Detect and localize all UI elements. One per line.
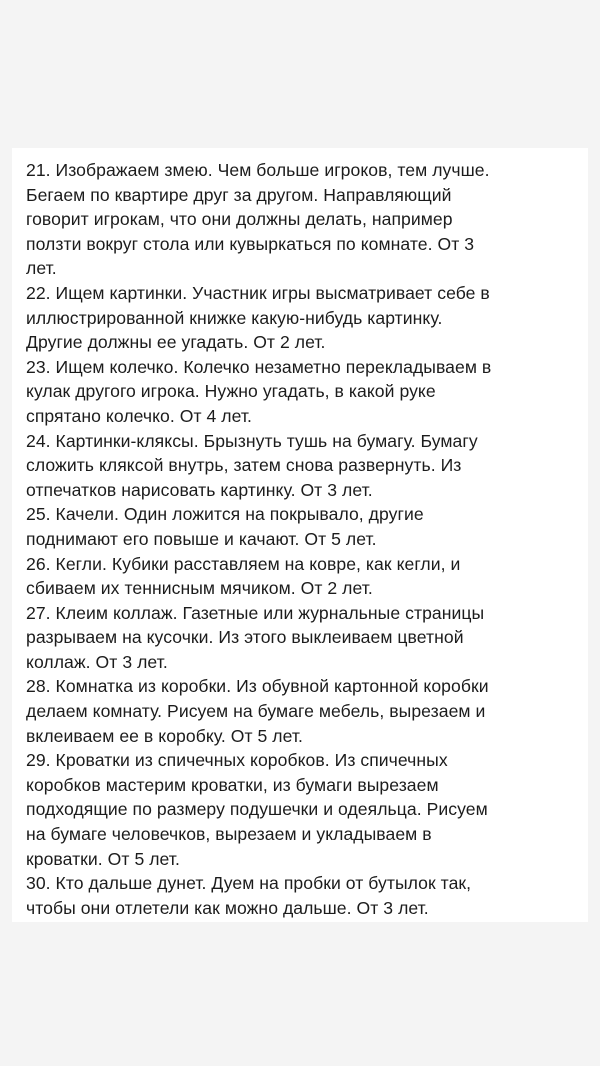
text-line: Другие должны ее угадать. От 2 лет. bbox=[26, 332, 326, 353]
text-line: иллюстрированной книжке какую-нибудь картинку. bbox=[26, 307, 443, 328]
text-line: 21. Изображаем змею. Чем больше игроков, тем лучше. bbox=[26, 160, 490, 180]
games-list-text bbox=[26, 158, 586, 920]
text-line: коробков мастерим кроватки, из бумаги вырезаем bbox=[26, 774, 439, 795]
text-line: 24. Картинки-кляксы. Брызнуть тушь на бумагу. Бумагу bbox=[26, 430, 478, 451]
text-line: говорит игрокам, что они должны делать, например bbox=[26, 209, 453, 230]
text-line: поднимают его повыше и качают. От 5 лет. bbox=[26, 528, 377, 549]
text-line: 28. Комнатка из коробки. Из обувной картонной коробки bbox=[26, 676, 489, 697]
text-line: Бегаем по квартире друг за другом. Направляющий bbox=[26, 184, 452, 205]
text-line: 26. Кегли. Кубики расставляем на ковре, как кегли, и bbox=[26, 553, 461, 574]
text-line: сложить кляксой внутрь, затем снова развернуть. Из bbox=[26, 455, 462, 476]
text-line: кулак другого игрока. Нужно угадать, в какой руке bbox=[26, 381, 436, 402]
text-line: разрываем на кусочки. Из этого выклеиваем цветной bbox=[26, 627, 464, 648]
text-line: сбиваем их теннисным мячиком. От 2 лет. bbox=[26, 578, 373, 599]
text-line: 29. Кроватки из спичечных коробков. Из спичечных bbox=[26, 750, 448, 771]
text-line: вклеиваем ее в коробку. От 5 лет. bbox=[26, 725, 303, 746]
text-line: лет. bbox=[26, 258, 57, 279]
text-line: кроватки. От 5 лет. bbox=[26, 848, 180, 869]
text-line: 22. Ищем картинки. Участник игры высматривает себе в bbox=[26, 282, 490, 303]
text-line: отпечатков нарисовать картинку. От 3 лет. bbox=[26, 479, 373, 500]
text-line: спрятано колечко. От 4 лет. bbox=[26, 405, 252, 426]
text-line: ползти вокруг стола или кувыркаться по комнате. От 3 bbox=[26, 233, 475, 254]
text-line: 25. Качели. Один ложится на покрывало, другие bbox=[26, 504, 424, 525]
text-line: 23. Ищем колечко. Колечко незаметно перекладываем в bbox=[26, 356, 492, 377]
text-line: 30. Кто дальше дунет. Дуем на пробки от бутылок так, bbox=[26, 873, 472, 894]
text-line: 27. Клеим коллаж. Газетные или журнальные страницы bbox=[26, 602, 485, 623]
text-line: коллаж. От 3 лет. bbox=[26, 651, 168, 672]
text-line: подходящие по размеру подушечки и одеяльца. Рисуем bbox=[26, 799, 488, 820]
text-line: делаем комнату. Рисуем на бумаге мебель, вырезаем и bbox=[26, 701, 486, 722]
text-line: на бумаге человечков, вырезаем и укладываем в bbox=[26, 824, 432, 845]
text-line: чтобы они отлетели как можно дальше. От 3 лет. bbox=[26, 897, 429, 918]
